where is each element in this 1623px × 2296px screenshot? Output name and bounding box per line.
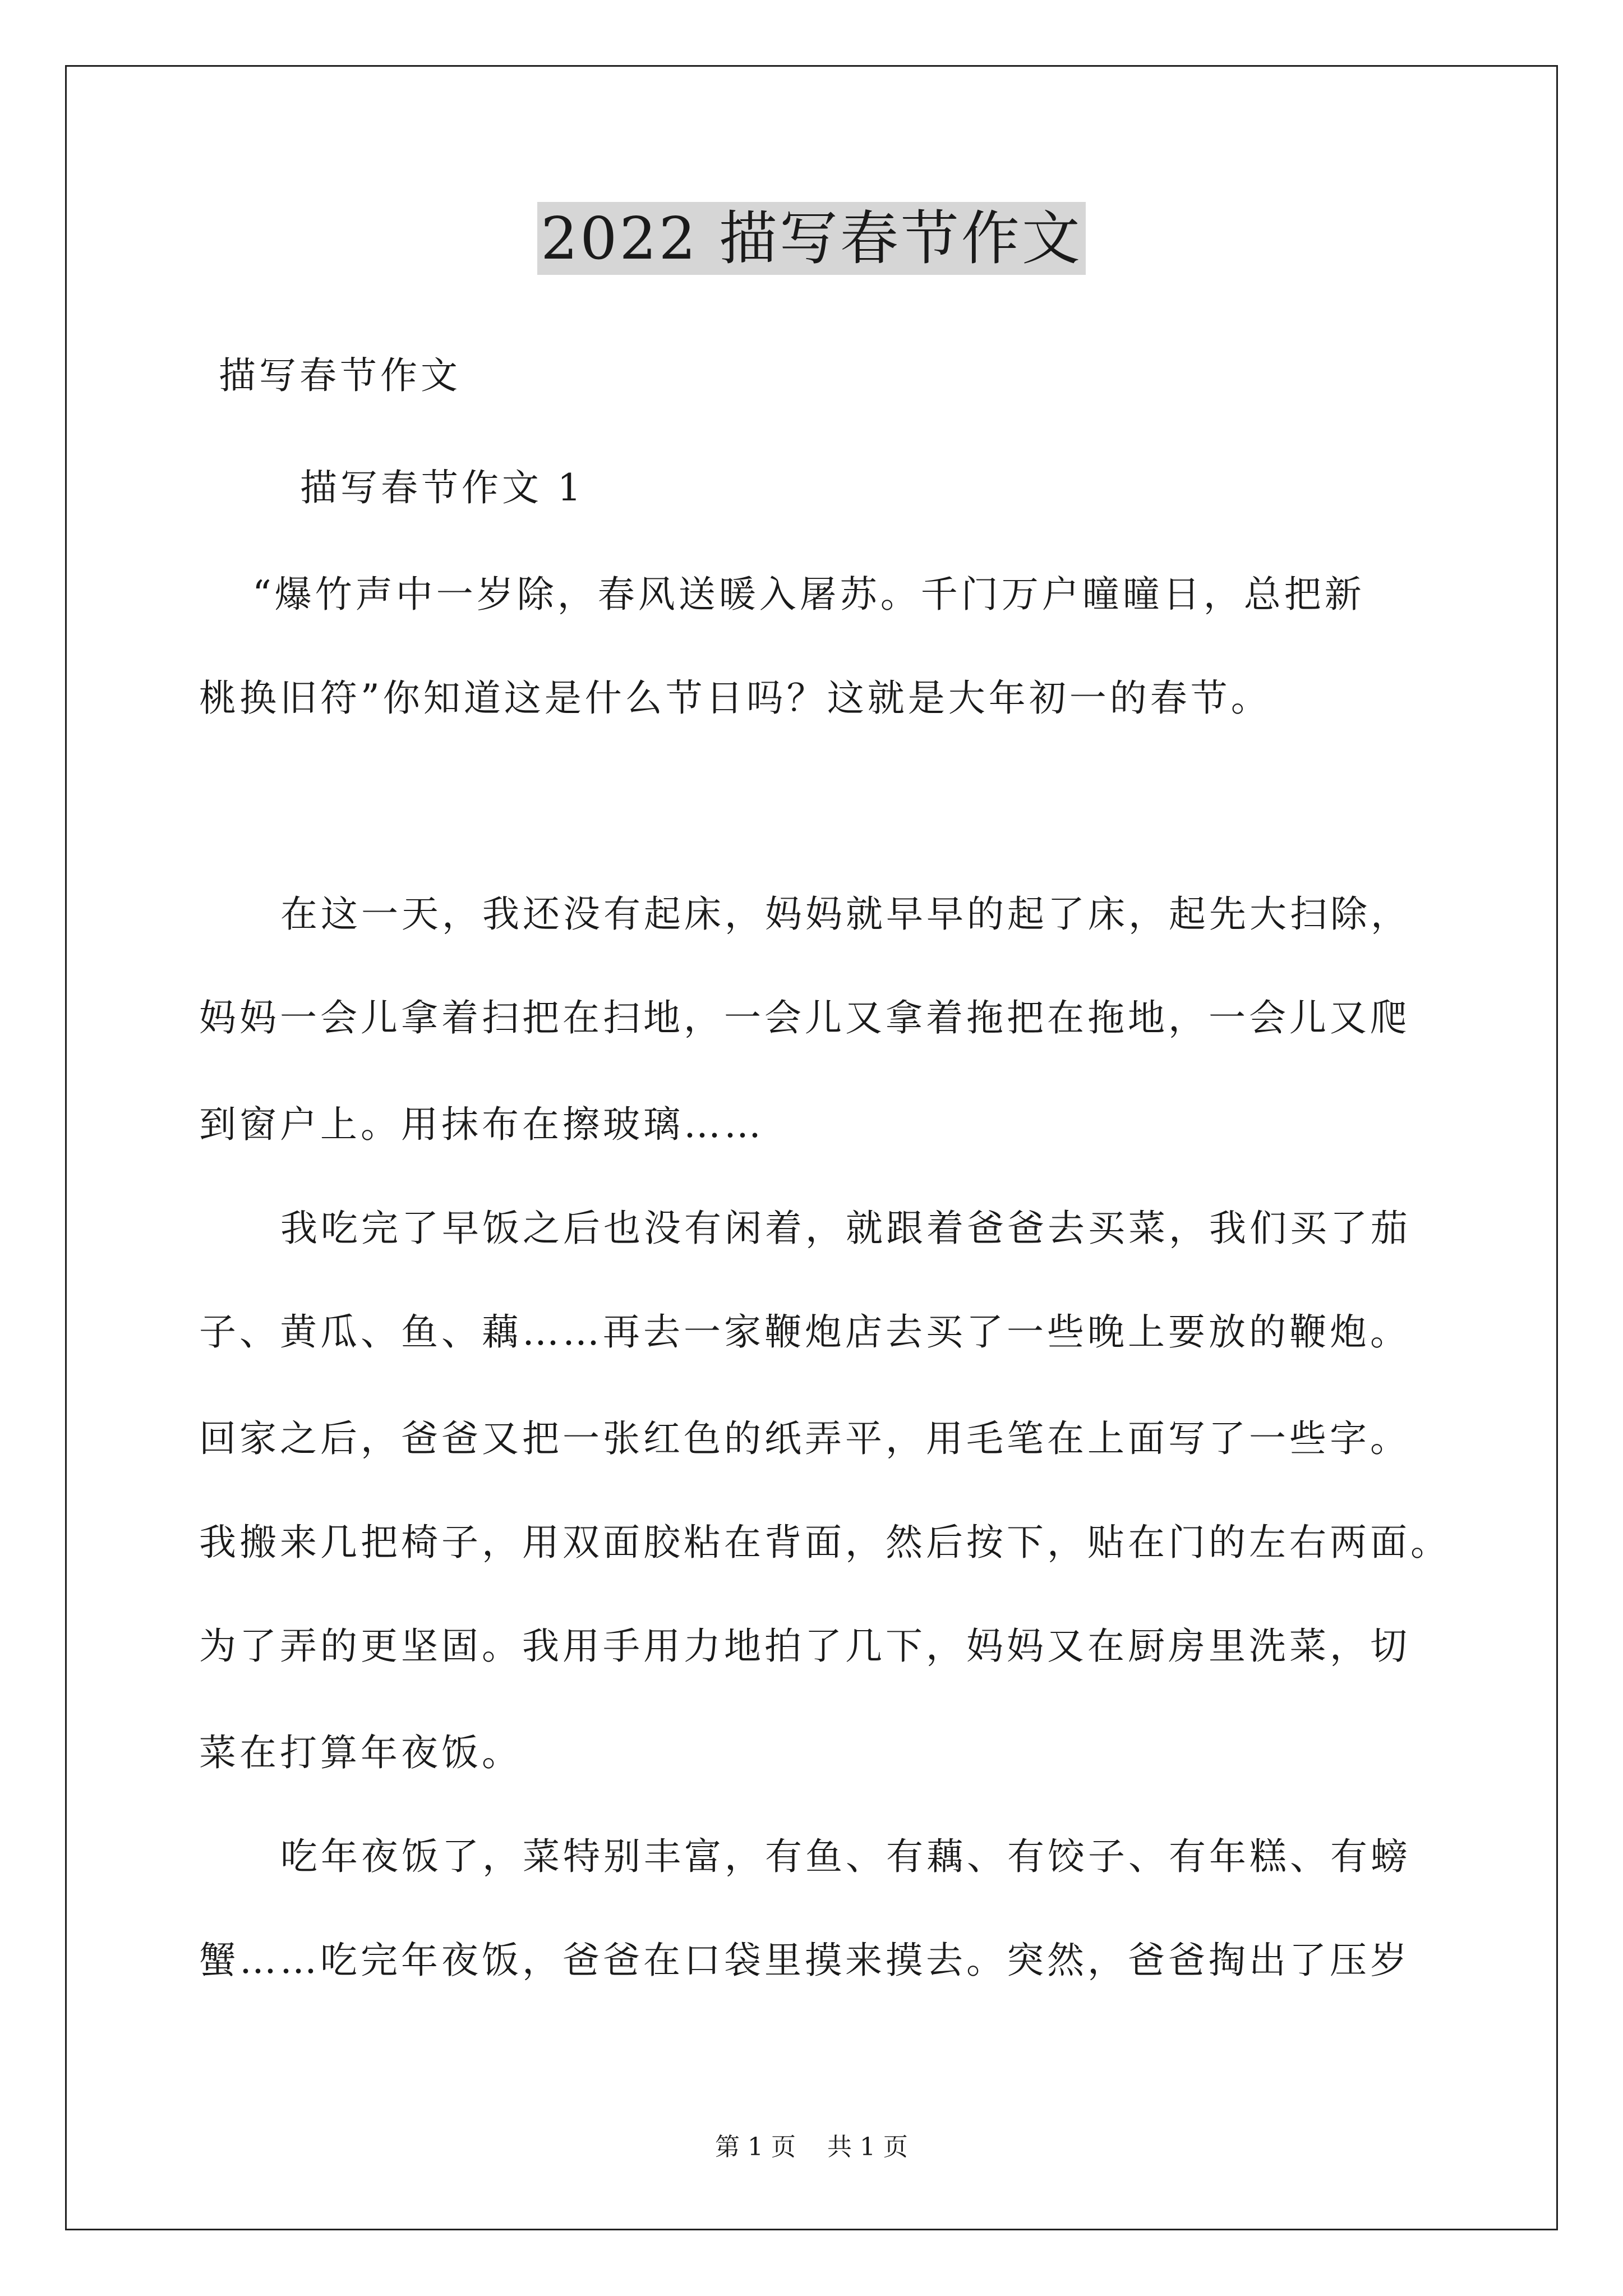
- paragraph-line: 我吃完了早饭之后也没有闲着，就跟着爸爸去买菜，我们买了茄: [280, 1207, 1411, 1250]
- paragraph-line: 蟹……吃完年夜饭，爸爸在口袋里摸来摸去。突然，爸爸掏出了压岁: [199, 1939, 1410, 1982]
- paragraph-line: 回家之后，爸爸又把一张红色的纸弄平，用毛笔在上面写了一些字。: [199, 1417, 1410, 1460]
- paragraph-line: 到窗户上。用抹布在擦玻璃……: [199, 1103, 764, 1146]
- paragraph-line: 子、黄瓜、鱼、藕……再去一家鞭炮店去买了一些晚上要放的鞭炮。: [199, 1310, 1410, 1354]
- paragraph-line: 吃年夜饭了，菜特别丰富，有鱼、有藕、有饺子、有年糕、有螃: [280, 1835, 1411, 1878]
- title-container: [0, 202, 1623, 275]
- paragraph-line: 我搬来几把椅子，用双面胶粘在背面，然后按下，贴在门的左右两面。: [199, 1521, 1451, 1564]
- paragraph-line: 菜在打算年夜饭。: [199, 1731, 522, 1774]
- paragraph-line: 妈妈一会儿拿着扫把在扫地，一会儿又拿着拖把在拖地，一会儿又爬: [199, 996, 1410, 1039]
- page-number: 第 1 页: [715, 2133, 796, 2161]
- page-total: 共 1 页: [827, 2133, 908, 2161]
- paragraph-line: “爆竹声中一岁除，春风送暖入屠苏。千门万户曈曈日，总把新: [252, 573, 1365, 616]
- document-title: 2022 描写春节作文: [537, 202, 1086, 275]
- page-footer: [0, 2132, 1623, 2163]
- paragraph-line: 在这一天，我还没有起床，妈妈就早早的起了床，起先大扫除，: [280, 892, 1411, 936]
- paragraph-line: 为了弄的更坚固。我用手用力地拍了几下，妈妈又在厨房里洗菜，切: [199, 1625, 1410, 1668]
- section-heading: 描写春节作文 1: [300, 466, 584, 509]
- paragraph-line: 桃换旧符”你知道这是什么节日吗？这就是大年初一的春节。: [199, 677, 1271, 720]
- subtitle: 描写春节作文: [219, 354, 461, 397]
